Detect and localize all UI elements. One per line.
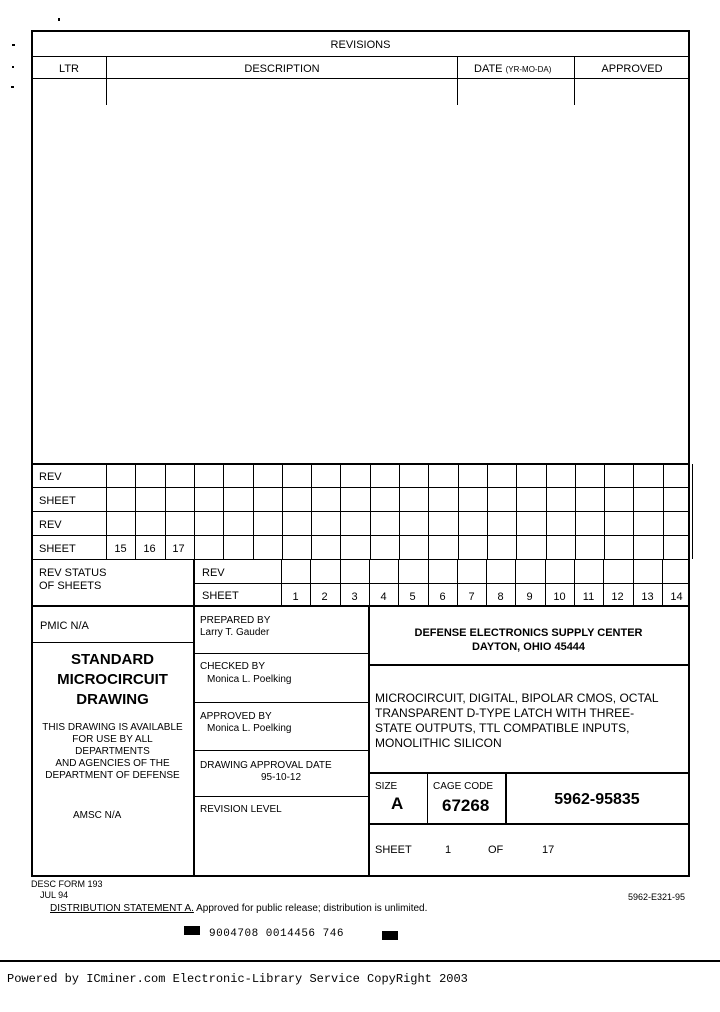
grid-divider bbox=[282, 464, 283, 559]
distribution-text: Approved for public release; distribution is unlimited. bbox=[196, 903, 428, 914]
availability-line: DEPARTMENT OF DEFENSE bbox=[45, 770, 180, 781]
grid-divider bbox=[340, 464, 341, 559]
grid-divider bbox=[370, 464, 371, 559]
divider bbox=[194, 796, 368, 797]
sheet-number: 15 bbox=[114, 543, 127, 555]
grid-divider bbox=[516, 464, 517, 559]
grid-divider bbox=[663, 464, 664, 559]
divider bbox=[32, 56, 688, 57]
sheet-info-of: OF bbox=[488, 844, 504, 856]
amsc-label: AMSC N/A bbox=[73, 810, 122, 821]
standard-title-line: DRAWING bbox=[76, 691, 149, 708]
rev-label: REV bbox=[39, 519, 62, 531]
form-id-line: DESC FORM 193 bbox=[31, 879, 103, 889]
divider bbox=[193, 559, 195, 876]
part-title-line: MICROCIRCUIT, DIGITAL, BIPOLAR CMOS, OCTAL bbox=[375, 691, 659, 705]
form-id bbox=[31, 879, 103, 901]
sheet-number: 10 bbox=[553, 591, 566, 603]
sheet-number: 2 bbox=[321, 591, 328, 603]
availability-line: DEPARTMENTS bbox=[75, 746, 150, 757]
grid-divider bbox=[692, 464, 693, 559]
divider bbox=[194, 702, 368, 703]
col-date bbox=[474, 63, 551, 76]
col-date-label: DATE bbox=[474, 63, 503, 75]
scan-mark bbox=[58, 18, 60, 21]
prepared-name: Larry T. Gauder bbox=[200, 627, 270, 638]
col-description: DESCRIPTION bbox=[244, 63, 320, 75]
sheet-number: 7 bbox=[468, 591, 475, 603]
sheet-number: 16 bbox=[143, 543, 156, 555]
grid-divider bbox=[194, 464, 195, 559]
sheet-info-current: 1 bbox=[445, 844, 452, 856]
sheet-number: 8 bbox=[497, 591, 504, 603]
standard-title-line: MICROCIRCUIT bbox=[57, 671, 168, 688]
sheet-number: 17 bbox=[172, 543, 185, 555]
availability-statement bbox=[32, 722, 193, 782]
grid-divider bbox=[399, 464, 400, 559]
divider bbox=[32, 605, 688, 607]
scan-mark bbox=[12, 44, 15, 46]
approval-date-value: 95-10-12 bbox=[261, 772, 302, 783]
divider bbox=[32, 642, 193, 643]
scan-mark bbox=[12, 66, 14, 68]
footer-text: Powered by ICminer.com Electronic-Library Service CopyRight 2003 bbox=[7, 972, 468, 986]
grid-divider bbox=[604, 464, 605, 559]
divider bbox=[369, 664, 688, 666]
availability-line: THIS DRAWING IS AVAILABLE bbox=[42, 722, 183, 733]
of-sheets-label: OF SHEETS bbox=[39, 580, 102, 592]
rev-label: REV bbox=[202, 567, 225, 579]
agency-line: DAYTON, OHIO 45444 bbox=[471, 641, 586, 653]
agency bbox=[369, 626, 688, 654]
col-date-format: (YR-MO-DA) bbox=[505, 65, 552, 74]
part-title-line: MONOLITHIC SILICON bbox=[375, 736, 502, 750]
grid-divider bbox=[487, 464, 488, 559]
drawing-number: 5962-95835 bbox=[554, 791, 640, 808]
divider bbox=[32, 487, 688, 488]
revision-level-label: REVISION LEVEL bbox=[200, 804, 282, 815]
pmic-label: PMIC N/A bbox=[40, 620, 89, 632]
sheet-number: 9 bbox=[526, 591, 533, 603]
sheet-label: SHEET bbox=[39, 495, 76, 507]
divider bbox=[193, 583, 688, 584]
divider bbox=[369, 772, 688, 774]
grid-divider bbox=[633, 464, 634, 559]
approved-label: APPROVED BY bbox=[200, 711, 272, 722]
form-id-line: JUL 94 bbox=[40, 890, 69, 900]
divider bbox=[194, 653, 368, 654]
prepared-label: PREPARED BY bbox=[200, 615, 271, 626]
footer-divider bbox=[0, 960, 720, 962]
size-label: SIZE bbox=[375, 781, 398, 792]
sheet-number: 3 bbox=[351, 591, 358, 603]
availability-line: FOR USE BY ALL bbox=[72, 734, 153, 745]
standard-title bbox=[32, 650, 193, 710]
sheet-number: 14 bbox=[670, 591, 683, 603]
sheet-number: 1 bbox=[292, 591, 299, 603]
checked-name: Monica L. Poelking bbox=[207, 674, 292, 685]
divider bbox=[32, 463, 688, 465]
rev-status-label: REV STATUS bbox=[39, 567, 107, 579]
divider bbox=[427, 773, 428, 823]
standard-title-line: STANDARD bbox=[70, 651, 155, 668]
barcode-bar bbox=[382, 931, 398, 940]
sheet-number: 5 bbox=[409, 591, 416, 603]
divider bbox=[194, 750, 368, 751]
sheet-number: 11 bbox=[582, 591, 595, 603]
form-number: 5962-E321-95 bbox=[628, 892, 686, 902]
availability-line: AND AGENCIES OF THE bbox=[55, 758, 170, 769]
grid-divider bbox=[546, 464, 547, 559]
sheet-number: 12 bbox=[611, 591, 624, 603]
distribution-statement bbox=[50, 903, 427, 915]
grid-divider bbox=[223, 464, 224, 559]
scan-mark bbox=[11, 86, 14, 88]
revisions-title: REVISIONS bbox=[330, 39, 391, 51]
sheet-label: SHEET bbox=[39, 543, 76, 555]
barcode-text: 9004708 0014456 746 bbox=[209, 928, 344, 940]
rev-label: REV bbox=[39, 471, 62, 483]
divider bbox=[32, 78, 688, 79]
sheet-number: 6 bbox=[439, 591, 446, 603]
divider bbox=[369, 823, 688, 825]
col-approved: APPROVED bbox=[601, 63, 663, 75]
grid-divider bbox=[428, 464, 429, 559]
col-ltr: LTR bbox=[59, 63, 79, 75]
approval-date-label: DRAWING APPROVAL DATE bbox=[200, 760, 332, 771]
grid-divider bbox=[458, 464, 459, 559]
grid-divider bbox=[575, 464, 576, 559]
cage-label: CAGE CODE bbox=[433, 781, 494, 792]
size-value: A bbox=[391, 794, 404, 813]
part-title-line: TRANSPARENT D-TYPE LATCH WITH THREE- bbox=[375, 706, 635, 720]
divider bbox=[32, 559, 688, 560]
sheet-label: SHEET bbox=[202, 590, 239, 602]
divider bbox=[32, 535, 688, 536]
grid-divider bbox=[311, 464, 312, 559]
barcode-bar bbox=[184, 926, 200, 935]
checked-label: CHECKED BY bbox=[200, 661, 266, 672]
grid-divider bbox=[253, 464, 254, 559]
cage-value: 67268 bbox=[442, 796, 490, 815]
part-title bbox=[375, 691, 659, 751]
divider bbox=[32, 511, 688, 512]
divider bbox=[457, 57, 458, 105]
sheet-number: 13 bbox=[641, 591, 654, 603]
part-title-line: STATE OUTPUTS, TTL COMPATIBLE INPUTS, bbox=[375, 721, 630, 735]
sheet-info-total: 17 bbox=[542, 844, 555, 856]
agency-line: DEFENSE ELECTRONICS SUPPLY CENTER bbox=[414, 627, 643, 639]
sheet-info-label: SHEET bbox=[375, 844, 412, 856]
sheet-number: 4 bbox=[380, 591, 387, 603]
distribution-label: DISTRIBUTION STATEMENT A. bbox=[50, 903, 194, 914]
approved-name: Monica L. Poelking bbox=[207, 723, 292, 734]
